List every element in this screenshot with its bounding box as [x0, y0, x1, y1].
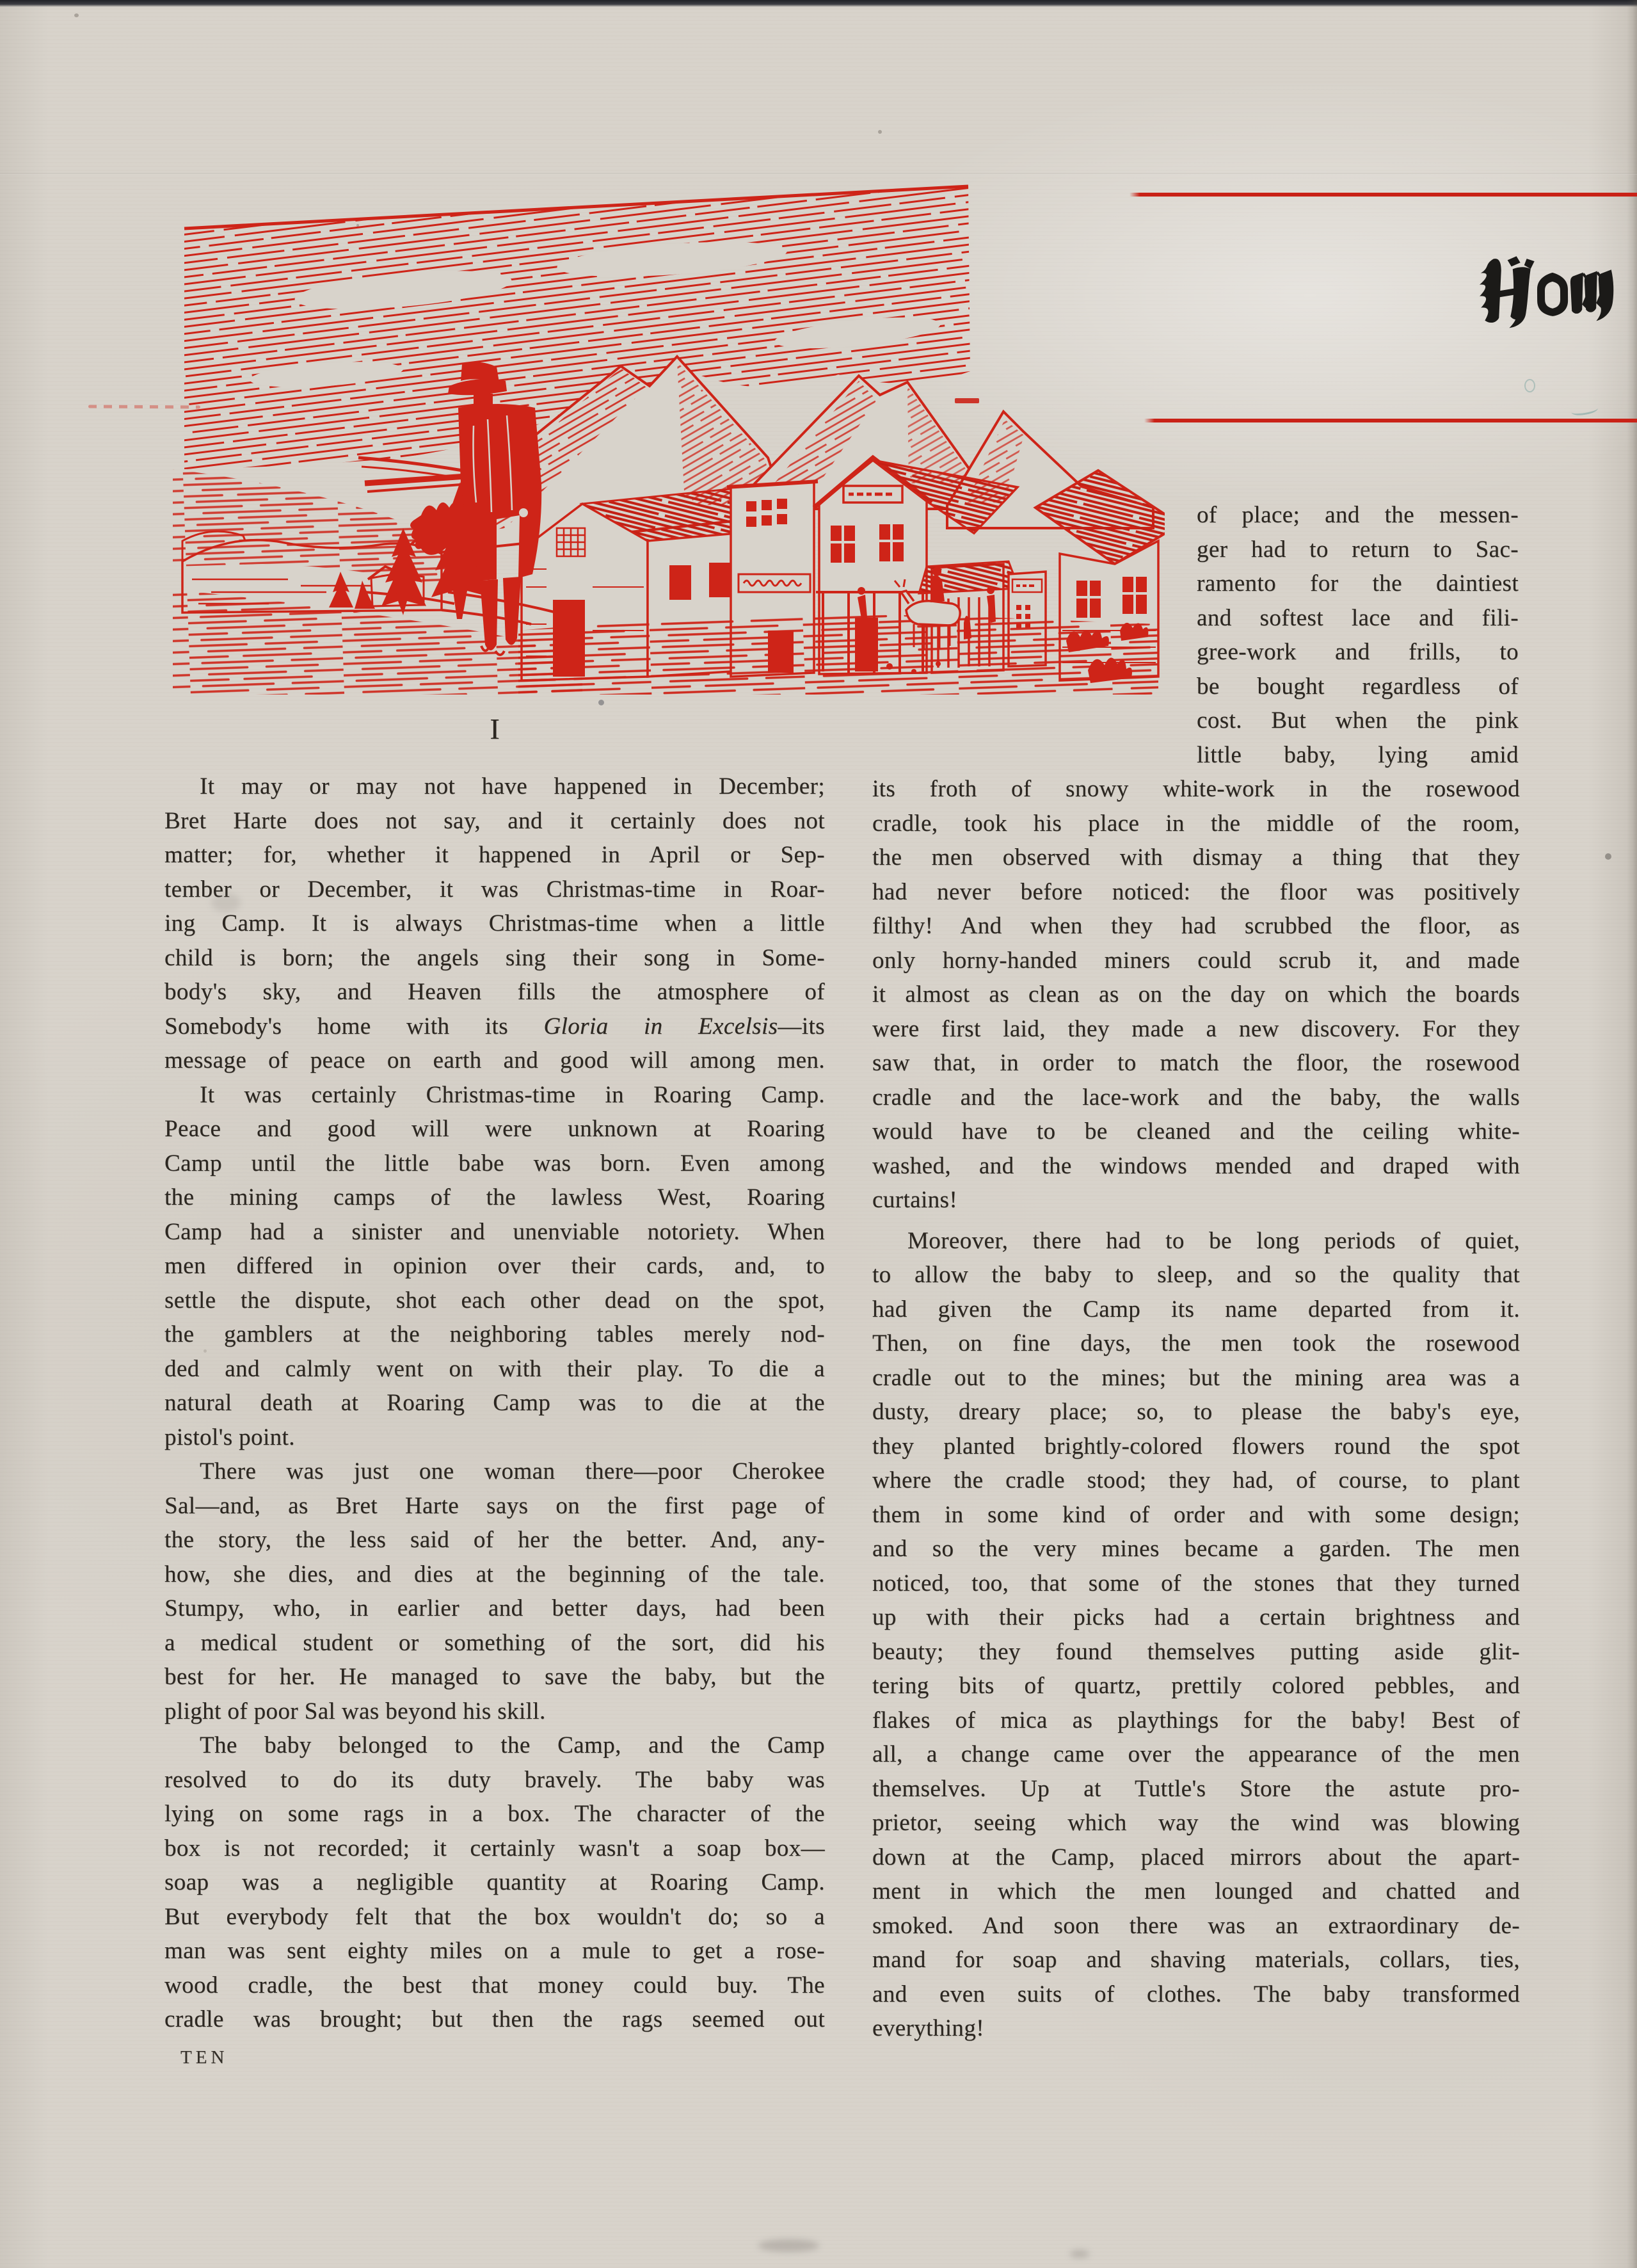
- pencil-mark: [1524, 379, 1535, 392]
- text-line: Camp until the little babe was born. Even among: [164, 1150, 825, 1177]
- text-line: But everybody felt that the box wouldn't do; so a: [164, 1903, 825, 1930]
- text-line: cradle and the lace-work and the baby, the walls: [872, 1084, 1520, 1111]
- text-line: Camp had a sinister and unenviable notoriety. When: [164, 1218, 825, 1245]
- text-line: down at the Camp, placed mirrors about the apart-: [872, 1844, 1520, 1870]
- text-line: It may or may not have happened in December;: [200, 773, 825, 800]
- text-line: Bret Harte does not say, and it certainly does not: [164, 807, 825, 834]
- text-line: everything!: [872, 2015, 984, 2041]
- text-line: It was certainly Christmas-time in Roaring Camp.: [200, 1081, 825, 1108]
- text-line: ger had to return to Sac-: [1197, 536, 1519, 563]
- text-line: ment in which the men lounged and chatted and: [872, 1878, 1520, 1904]
- text-line: The baby belonged to the Camp, and the Camp: [200, 1732, 825, 1758]
- text-line: of place; and the messen-: [1197, 502, 1519, 528]
- text-line: men differed in opinion over their cards, and, to: [164, 1253, 825, 1279]
- text-line: Moreover, there had to be long periods of quiet,: [907, 1227, 1520, 1254]
- text-line: wood cradle, the best that money could buy. The: [164, 1972, 825, 1999]
- smudge: [211, 893, 241, 912]
- text-line: soap was a negligible quantity at Roaring Camp.: [164, 1869, 825, 1895]
- text-line: to allow the baby to sleep, and so the quality that: [872, 1262, 1520, 1288]
- paper-speck: [356, 224, 359, 227]
- text-line: child is born; the angels sing their song in Some-: [164, 944, 825, 971]
- smudge: [758, 2239, 819, 2252]
- text-line: up with their picks had a certain brightness and: [872, 1604, 1520, 1630]
- text-line: flakes of mica as playthings for the baby! Best of: [872, 1707, 1520, 1733]
- right-column: [872, 772, 1520, 2046]
- page-number: TEN: [180, 2047, 228, 2068]
- text-line: Somebody's home with its Gloria in Excelsis—its: [164, 1013, 825, 1040]
- text-line: ramento for the daintiest: [1197, 570, 1519, 597]
- scan-edge-top: [0, 0, 1637, 7]
- text-line: mand for soap and shaving materials, collars, ties,: [872, 1947, 1520, 1973]
- paper-speck: [204, 1349, 207, 1353]
- text-line: lying on some rags in a box. The character of the: [164, 1801, 825, 1827]
- paragraph: [872, 772, 1520, 1218]
- text-line: a medical student or something of the sort, did his: [164, 1629, 825, 1656]
- text-line: would have to be cleaned and the ceiling white-: [872, 1118, 1520, 1145]
- text-line: and even suits of clothes. The baby transformed: [872, 1981, 1520, 2007]
- text-line: pistol's point.: [164, 1424, 295, 1451]
- text-line: prietor, seeing which way the wind was blowing: [872, 1810, 1520, 1836]
- text-line: themselves. Up at Tuttle's Store the astute pro-: [872, 1775, 1520, 1802]
- text-line: ing Camp. It is always Christmas-time when a little: [164, 910, 825, 937]
- text-line: plight of poor Sal was beyond his skill.: [164, 1698, 546, 1725]
- text-line: natural death at Roaring Camp was to die at the: [164, 1390, 825, 1416]
- text-line: where the cradle stood; they had, of course, to plant: [872, 1467, 1520, 1493]
- red-rule-fragment: [955, 398, 979, 403]
- text-line: smoked. And soon there was an extraordinary de-: [872, 1912, 1520, 1939]
- text-line: cradle, took his place in the middle of the room,: [872, 810, 1520, 837]
- text-line: cradle out to the mines; but the mining area was a: [872, 1364, 1520, 1391]
- text-line: all, a change came over the appearance of the men: [872, 1741, 1520, 1767]
- text-line: and softest lace and fili-: [1197, 604, 1519, 631]
- woodcut-illustration: [173, 182, 1165, 695]
- text-line: matter; for, whether it happened in April or Sep-: [164, 842, 825, 868]
- paragraph: [1197, 498, 1519, 772]
- text-line: washed, and the windows mended and draped with: [872, 1152, 1520, 1179]
- text-line: and so the very mines became a garden. The men: [872, 1536, 1520, 1562]
- text-line: its froth of snowy white-work in the rosewood: [872, 776, 1520, 802]
- text-line: Sal—and, as Bret Harte says on the first page of: [164, 1492, 825, 1519]
- text-line: them in some kind of order and with some design;: [872, 1501, 1520, 1528]
- text-line: it almost as clean as on the day on which the boards: [872, 981, 1520, 1008]
- text-line: filthy! And when they had scrubbed the floor, as: [872, 913, 1520, 939]
- text-line: were first laid, they made a new discovery. For they: [872, 1015, 1520, 1042]
- text-line: had never before noticed: the floor was positively: [872, 878, 1520, 905]
- red-rule-top: [1130, 193, 1637, 197]
- paragraph: [164, 1454, 825, 1728]
- text-line: they planted brightly-colored flowers round the spot: [872, 1433, 1520, 1460]
- text-line: noticed, too, that some of the stones that they turned: [872, 1570, 1520, 1596]
- text-line: the story, the less said of her the better. And, any-: [164, 1527, 825, 1553]
- text-line: gree-work and frills, to: [1197, 639, 1519, 665]
- text-line: the men observed with dismay a thing that they: [872, 844, 1520, 871]
- text-line: tember or December, it was Christmas-time in Roar-: [164, 876, 825, 903]
- text-line: the mining camps of the lawless West, Roaring: [164, 1184, 825, 1210]
- text-line: curtains!: [872, 1187, 958, 1213]
- text-line: dusty, dreary place; so, to please the baby's eye,: [872, 1399, 1520, 1425]
- text-line: box is not recorded; it certainly wasn't a soap box—: [164, 1835, 825, 1862]
- text-line: settle the dispute, shot each other dead on the spot,: [164, 1287, 825, 1314]
- paragraph: [164, 1078, 825, 1455]
- text-line: saw that, in order to match the floor, the rosewood: [872, 1050, 1520, 1076]
- text-line: cost. But when the pink: [1197, 707, 1519, 734]
- paragraph: [872, 1224, 1520, 2046]
- text-line: Peace and good will were unknown at Roaring: [164, 1116, 825, 1142]
- text-line: beauty; they found themselves putting aside glit-: [872, 1638, 1520, 1665]
- text-line: how, she dies, and dies at the beginning of the tale.: [164, 1561, 825, 1588]
- text-line: had given the Camp its name departed from it.: [872, 1296, 1520, 1323]
- right-column-upper: [1197, 498, 1519, 772]
- left-column: [164, 769, 825, 2037]
- paragraph: [164, 1728, 825, 2037]
- text-line: man was sent eighty miles on a mule to get a rose-: [164, 1938, 825, 1964]
- text-line: tering bits of quartz, prettily colored pebbles, and: [872, 1673, 1520, 1699]
- pencil-mark: [1570, 404, 1599, 417]
- smudge: [1070, 2250, 1089, 2258]
- ink-spot: [598, 700, 604, 705]
- text-line: the gamblers at the neighboring tables merely nod-: [164, 1321, 825, 1347]
- text-line: be bought regardless of: [1197, 673, 1519, 700]
- text-line: Stumpy, who, in earlier and better days, had been: [164, 1595, 825, 1621]
- text-line: best for her. He managed to save the baby, but the: [164, 1664, 825, 1690]
- text-line: There was just one woman there—poor Cherokee: [200, 1458, 825, 1484]
- text-line: ded and calmly went on with their play. To die a: [164, 1355, 825, 1382]
- text-line: Then, on fine days, the men took the rosewood: [872, 1330, 1520, 1356]
- text-line: message of peace on earth and good will among men.: [164, 1047, 825, 1074]
- text-line: only horny-handed miners could scrub it, and made: [872, 947, 1520, 974]
- page-title-fragment: [1471, 253, 1617, 330]
- paper-speck: [878, 130, 882, 134]
- text-line: resolved to do its duty bravely. The baby was: [164, 1766, 825, 1793]
- text-line: body's sky, and Heaven fills the atmosphere of: [164, 979, 825, 1005]
- paragraph: [164, 769, 825, 1078]
- text-line: little baby, lying amid: [1197, 741, 1519, 768]
- red-rule-bottom: [1144, 419, 1637, 422]
- paper-crease: [0, 173, 1637, 175]
- section-numeral: I: [490, 712, 500, 745]
- paper-speck: [1346, 1541, 1348, 1544]
- paper-speck: [74, 13, 79, 17]
- text-line: cradle was brought; but then the rags seemed out: [164, 2006, 825, 2032]
- page-edge-shadow: [1627, 0, 1637, 2268]
- ink-spot: [1605, 853, 1611, 860]
